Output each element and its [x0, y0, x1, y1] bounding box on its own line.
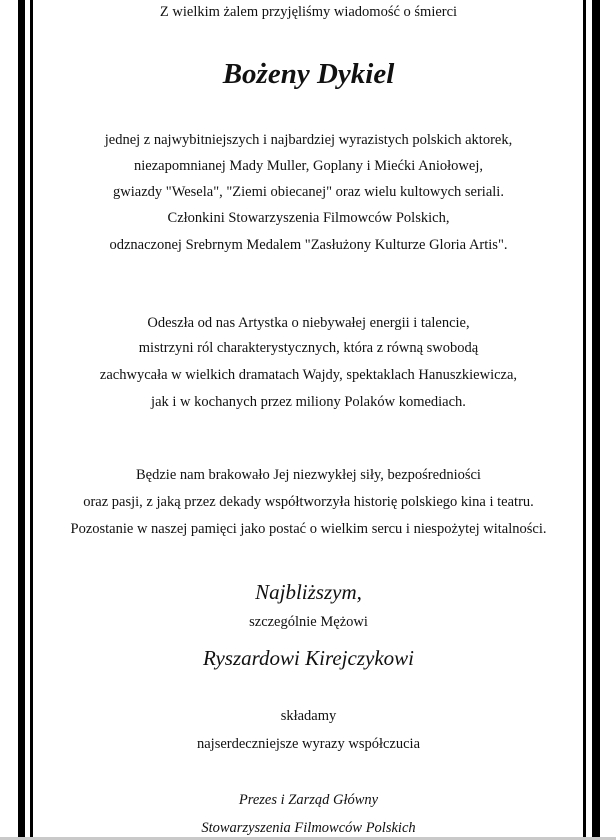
condolences-offer: składamy — [280, 708, 337, 724]
intro-text: Z wielkim żalem przyjęliśmy wiadomość o śmierci — [159, 4, 458, 20]
left-border-thin — [30, 0, 33, 837]
right-border-thick — [592, 0, 600, 837]
paragraph3-line: Będzie nam brakowało Jej niezwykłej siły, bezpośredniości — [136, 467, 481, 483]
left-border-thick — [18, 0, 25, 837]
right-border-thin — [583, 0, 586, 837]
paragraph3-line: oraz pasji, z jaką przez dekady współtworzyła historię polskiego kina i teatru. — [83, 494, 534, 510]
paragraph1-line: Członkini Stowarzyszenia Filmowców Polskich, — [167, 210, 450, 226]
husband-name: Ryszardowi Kirejczykowi — [203, 646, 414, 670]
deceased-name: Bożeny Dykiel — [222, 58, 395, 90]
condolences-especially: szczególnie Mężowi — [249, 614, 368, 630]
signature-line: Stowarzyszenia Filmowców Polskich — [201, 820, 416, 836]
paragraph2-line: Odeszła od nas Artystka o niebywałej energii i talencie, — [147, 315, 470, 331]
paragraph1-line: gwiazdy "Wesela", "Ziemi obiecanej" oraz wielu kultowych seriali. — [113, 184, 504, 200]
paragraph1-line: niezapomnianej Mady Muller, Goplany i Miećki Aniołowej, — [134, 158, 483, 174]
condolences-to: Najbliższym, — [255, 580, 362, 604]
condolences-sympathy: najserdeczniejsze wyrazy współczucia — [196, 736, 421, 752]
paragraph2-line: zachwycała w wielkich dramatach Wajdy, spektaklach Hanuszkiewicza, — [99, 367, 518, 383]
paragraph2-line: mistrzyni ról charakterystycznych, która z równą swobodą — [138, 340, 479, 356]
paragraph1-line: jednej z najwybitniejszych i najbardziej wyrazistych polskich aktorek, — [104, 132, 513, 148]
paragraph1-line: odznaczonej Srebrnym Medalem "Zasłużony Kulturze Gloria Artis". — [109, 237, 508, 253]
signature-line: Prezes i Zarząd Główny — [238, 792, 379, 808]
paragraph3-line: Pozostanie w naszej pamięci jako postać o wielkim sercu i niespożytej witalności. — [70, 521, 547, 537]
paragraph2-line: jak i w kochanych przez miliony Polaków komediach. — [151, 394, 466, 410]
